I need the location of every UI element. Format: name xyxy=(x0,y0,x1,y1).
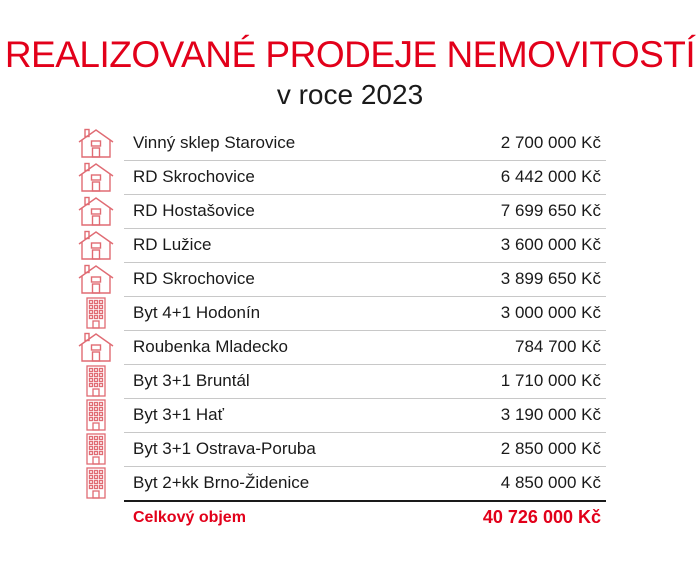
table-row xyxy=(76,194,606,228)
property-price: 7 699 650 Kč xyxy=(500,201,601,220)
page-subtitle: v roce 2023 xyxy=(276,79,424,110)
property-price: 3 190 000 Kč xyxy=(500,405,601,424)
table-row xyxy=(76,126,606,160)
property-name: Vinný sklep Starovice xyxy=(133,133,296,152)
table-row xyxy=(76,228,606,262)
table-row xyxy=(76,398,606,432)
apartment-building-icon xyxy=(76,466,122,500)
row-cell xyxy=(124,262,606,297)
table-row xyxy=(76,296,606,330)
apartment-building-icon xyxy=(76,432,122,466)
property-price: 6 442 000 Kč xyxy=(500,167,601,186)
table-row xyxy=(76,432,606,466)
property-name: RD Lužice xyxy=(133,235,212,254)
property-price: 3 899 650 Kč xyxy=(500,269,601,288)
property-name: Byt 3+1 Hať xyxy=(133,405,224,424)
property-name: RD Hostašovice xyxy=(133,201,255,220)
property-price: 4 850 000 Kč xyxy=(500,473,601,492)
row-cell xyxy=(124,160,606,195)
house-icon xyxy=(76,262,122,296)
page-title: REALIZOVANÉ PRODEJE NEMOVITOSTÍ xyxy=(4,34,696,75)
apartment-building-icon xyxy=(76,364,122,398)
property-price: 2 850 000 Kč xyxy=(500,439,601,458)
property-name: Byt 3+1 Ostrava-Poruba xyxy=(133,439,316,458)
property-price: 2 700 000 Kč xyxy=(500,133,601,152)
table-row xyxy=(76,466,606,500)
row-cell xyxy=(124,330,606,365)
table-row xyxy=(76,160,606,194)
table-row xyxy=(76,330,606,364)
house-icon xyxy=(76,228,122,262)
row-cell xyxy=(124,364,606,399)
row-cell xyxy=(124,398,606,433)
total-row xyxy=(124,506,606,532)
row-cell xyxy=(124,194,606,229)
table-row xyxy=(76,262,606,296)
total-label: Celkový objem xyxy=(133,509,246,526)
property-price: 784 700 Kč xyxy=(514,337,601,356)
row-cell xyxy=(124,228,606,263)
property-price: 3 000 000 Kč xyxy=(500,303,601,322)
row-cell xyxy=(124,466,606,502)
property-name: Byt 4+1 Hodonín xyxy=(133,303,261,322)
row-cell xyxy=(124,296,606,331)
apartment-building-icon xyxy=(76,296,122,330)
row-cell xyxy=(124,432,606,467)
total-value: 40 726 000 Kč xyxy=(482,507,601,527)
property-price: 1 710 000 Kč xyxy=(500,371,601,390)
property-name: Byt 3+1 Bruntál xyxy=(133,371,250,390)
house-icon xyxy=(76,160,122,194)
apartment-building-icon xyxy=(76,398,122,432)
property-price: 3 600 000 Kč xyxy=(500,235,601,254)
sales-table xyxy=(76,126,606,500)
property-name: Roubenka Mladecko xyxy=(133,337,288,356)
house-icon xyxy=(76,194,122,228)
house-icon xyxy=(76,126,122,160)
table-row xyxy=(76,364,606,398)
property-name: RD Skrochovice xyxy=(133,167,255,186)
row-cell xyxy=(124,126,606,161)
property-name: Byt 2+kk Brno-Židenice xyxy=(133,473,310,492)
house-icon xyxy=(76,330,122,364)
property-name: RD Skrochovice xyxy=(133,269,255,288)
